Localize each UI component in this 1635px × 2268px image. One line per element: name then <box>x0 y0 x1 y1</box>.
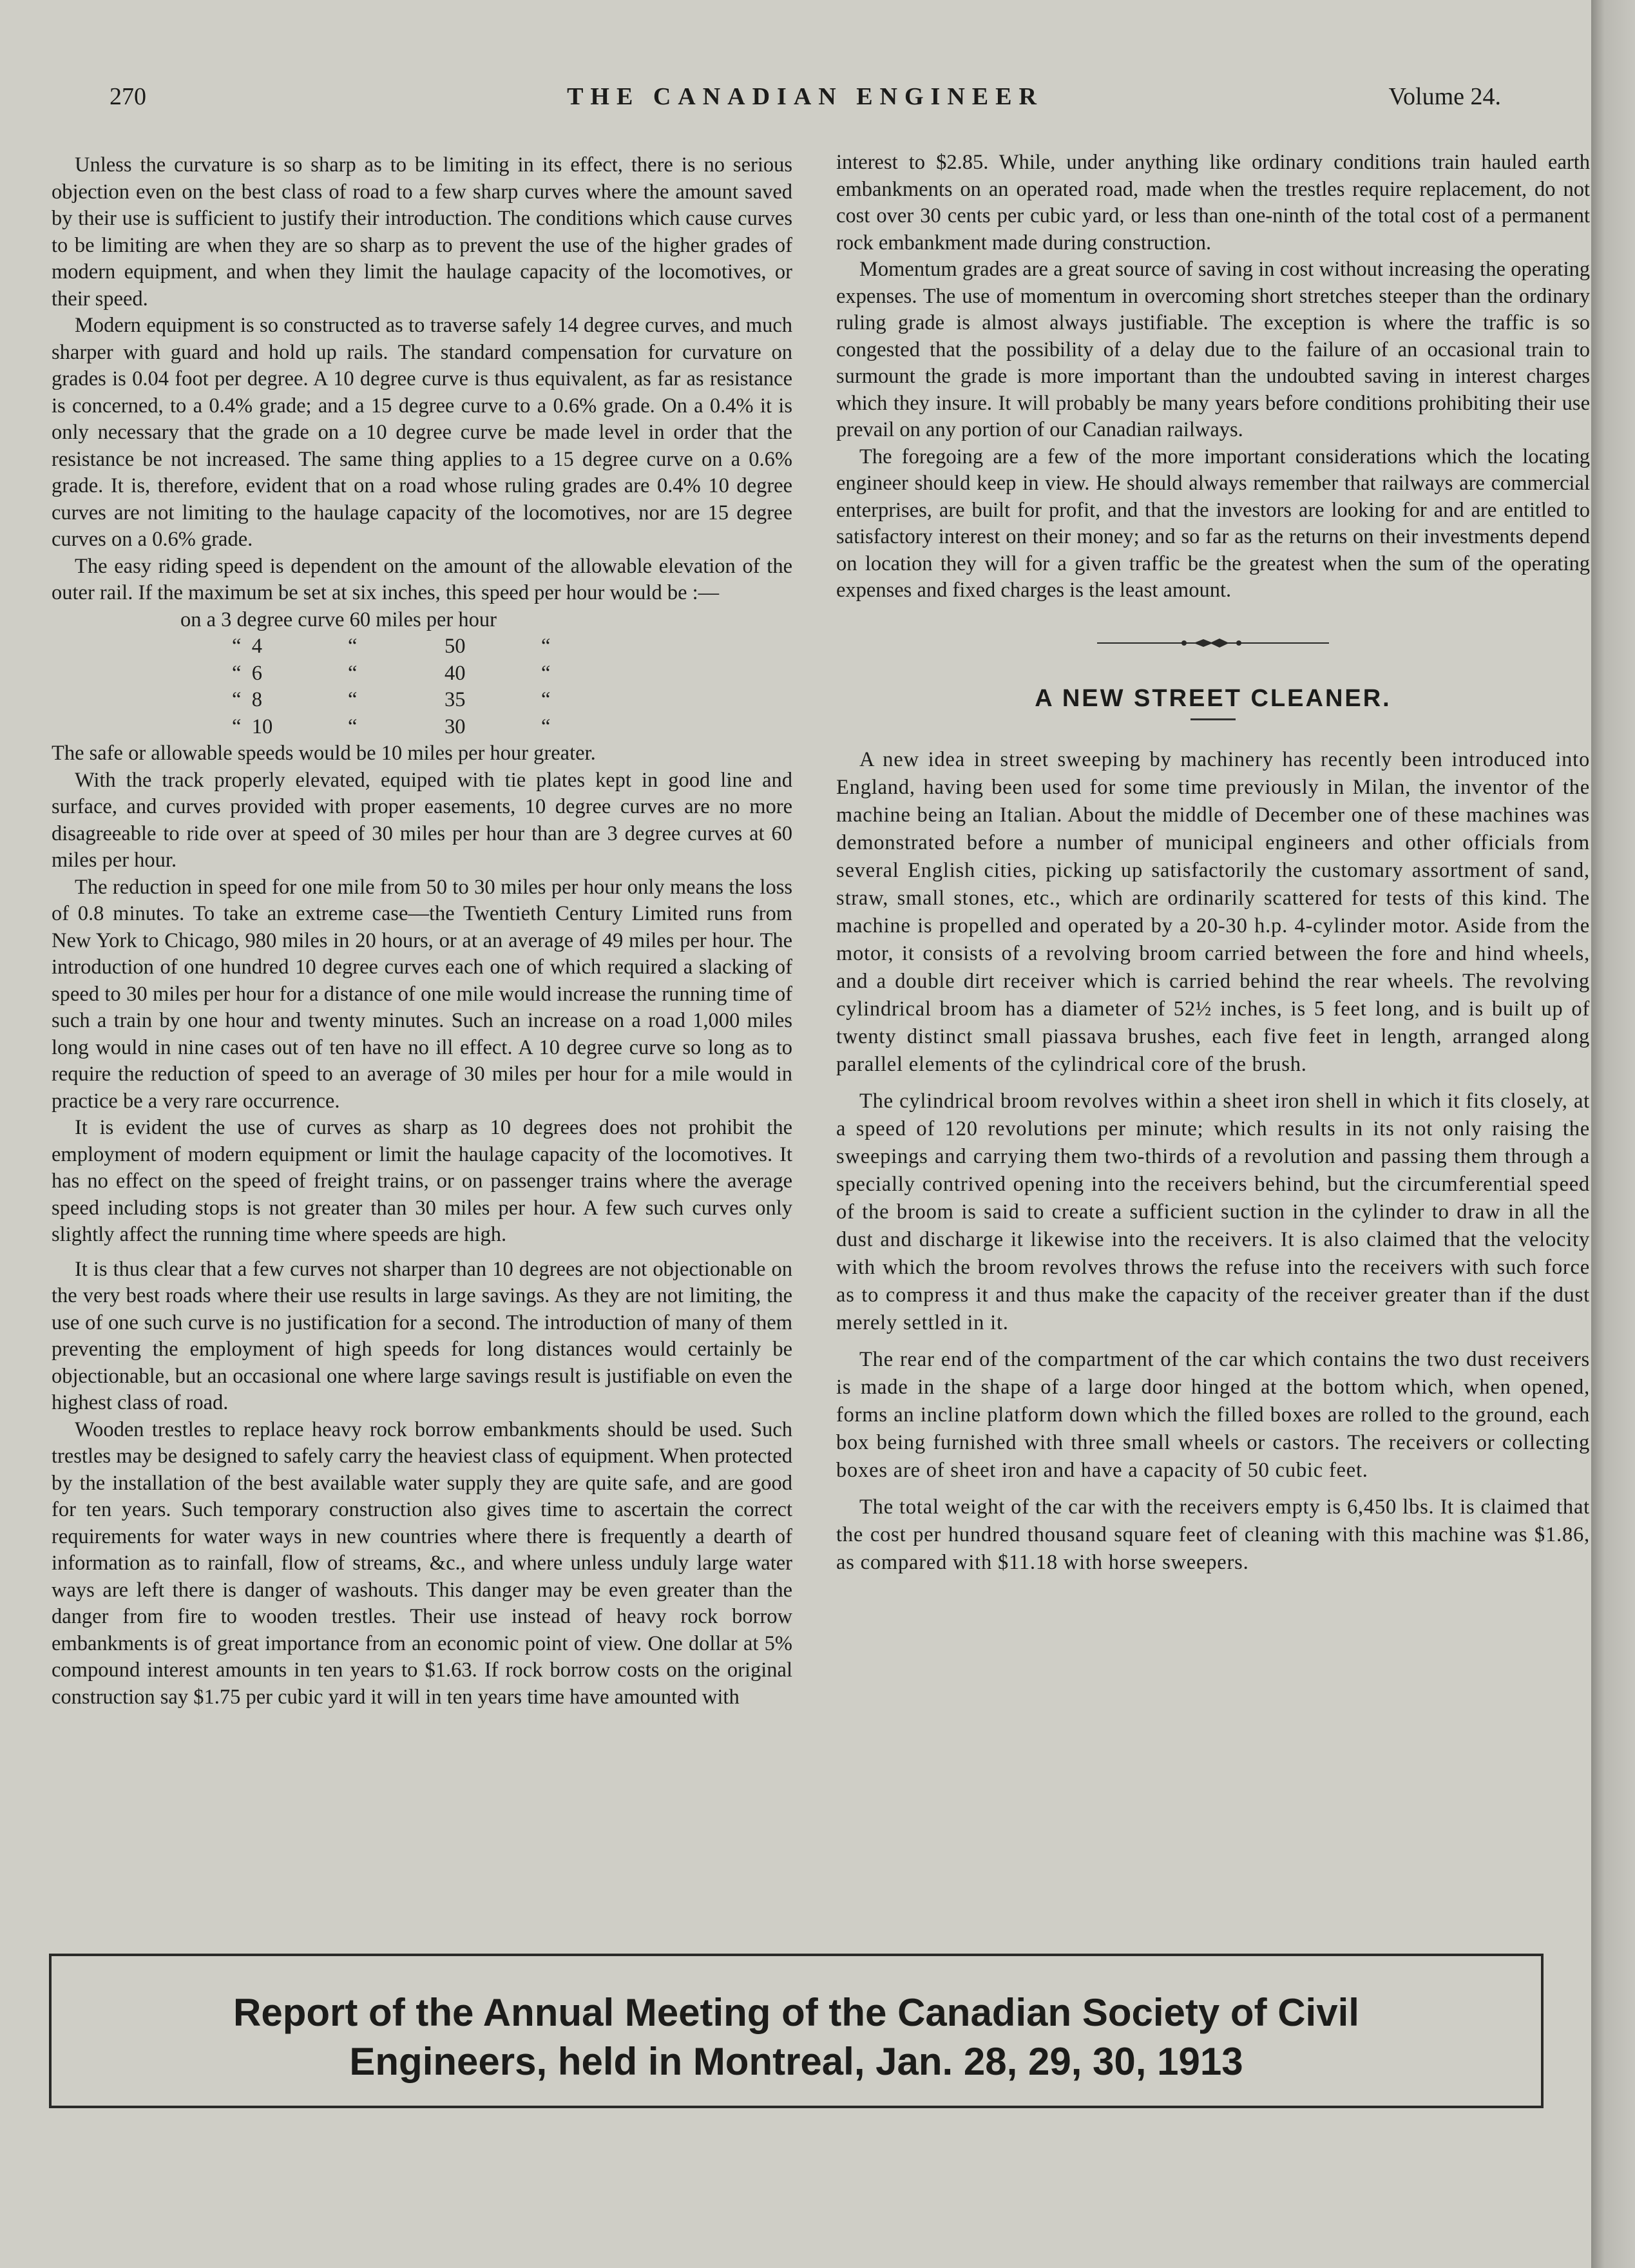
paragraph: The total weight of the car with the receivers empty is 6,450 lbs. It is claimed that the cost per hundred thousand square feet of cleaning with this machine was $1.86, as compared with $11.18 with horse sweepers. <box>836 1495 1590 1574</box>
right-column <box>836 149 1590 1586</box>
ditto-mark: “ 4 <box>232 635 262 658</box>
report-line-2: Engineers, held in Montreal, Jan. 28, 29, 30, 1913 <box>349 2040 1243 2083</box>
binding-gutter <box>1591 0 1635 2268</box>
ditto-mark: “ <box>541 635 551 658</box>
speed-value: 30 <box>445 715 466 738</box>
ditto-mark: “ <box>541 715 551 738</box>
ornament-rule-icon <box>1097 635 1329 651</box>
paragraph: The reduction in speed for one mile from 50 to 30 miles per hour only means the loss of 0.8 minutes. To take an extreme case—the Twentieth Century Limited runs from New York to Chicago, 980 miles in 20 hours, or at an average of 49 miles per hour. The introduction of one hundred 10 degree curves each one of which required a slacking of speed to 30 miles per hour for a distance of one mile would increase the running time of such a train by one hour and twenty minutes. Such an increase on a road 1,000 miles long would in nine cases out of ten have no ill effect. A 10 degree curve so long as to require the reduction of speed to an average of 30 miles per hour for a mile would in practice be a very rare occurrence. <box>52 875 792 1113</box>
ditto-mark: “ 10 <box>232 715 273 738</box>
paragraph: It is thus clear that a few curves not sharper than 10 degrees are not objectionable on the very best roads where their use results in large savings. As they are not limiting, the use of one such curve is no justification for a second. The introduction of many of them preventing the employment of high speeds for long distances would certainly be objectionable, but an occasional one where large savings result is justifiable on even the highest class of road. <box>52 1257 792 1414</box>
title-rule <box>1190 718 1236 720</box>
page-header <box>110 82 1501 121</box>
paragraph: A new idea in street sweeping by machinery has recently been introduced into England, having been used for some time previously in Milan, the inventor of the machine being an Italian. About the middle of December one of these machines was demonstrated before a number of municipal engineers and other officials from several English cities, picking up satisfactorily the customary assortment of sand, straw, small stones, etc., which are ordinarily scattered for tests of this kind. The machine is propelled and operated by a 20-30 h.p. 4-cylinder motor. Aside from the motor, it consists of a revolving broom carried between the fore and hind wheels, and a double dirt receiver which is carried behind the rear wheels. The revolving cylindrical broom has a diameter of 52½ inches, is 5 feet long, and is built up of twenty distinct small piassava brushes, each five feet in length, arranged along parallel elements of the cylindrical core of the brush. <box>836 748 1590 1076</box>
paragraph: The cylindrical broom revolves within a sheet iron shell in which it fits closely, at a speed of 120 revolutions per minute; which results in its not only raising the sweepings and carrying them two-thirds of a revolution and passing them through a specially contrived opening into the receivers behind, but the circumferential speed of the broom is said to create a sufficient suction in the cylinder to draw in all the dust and discharge it likewise into the receivers. It is also claimed that the velocity with which the broom revolves throws the refuse into the receivers with such force as to compress it and thus make the capacity of the receiver greater than if the dust merely settled in it. <box>836 1090 1590 1334</box>
paragraph: interest to $2.85. While, under anything like ordinary conditions train hauled earth embankments on an operated road, made when the trestles require replacement, do not cost over 30 cents per cubic yard, or less than one-ninth of the total cost of a permanent rock embankment made during construction. <box>836 151 1590 255</box>
article-body <box>836 746 1590 1577</box>
article-title: A NEW STREET CLEANER. <box>1035 684 1391 712</box>
paragraph: With the track properly elevated, equiped with tie plates kept in good line and surface, and curves provided with proper easements, 10 degree curves are no more disagreeable to ride over at speed of 30 miles per hour than are 3 degree curves at 60 miles per hour. <box>52 768 792 872</box>
journal-title: THE CANADIAN ENGINEER <box>567 83 1044 110</box>
ditto-mark: “ <box>541 688 551 711</box>
ditto-mark: “ <box>348 715 358 738</box>
ditto-mark: “ 8 <box>232 688 262 711</box>
paragraph: Unless the curvature is so sharp as to be limiting in its effect, there is no serious objection even on the best class of road to a few sharp curves where the amount saved by their use is sufficient to justify their introduction. The conditions which cause curves to be limiting are when they are so sharp as to prevent the use of the higher grades of modern equipment, and when they limit the haulage capacity of the locomotives, or their speed. <box>52 153 792 311</box>
left-column <box>52 152 792 1711</box>
paragraph: The safe or allowable speeds would be 10 miles per hour greater. <box>52 742 596 765</box>
ditto-mark: “ <box>348 635 358 658</box>
paragraph: It is evident the use of curves as sharp as 10 degrees does not prohibit the employment of modern equipment or limit the haulage capacity of the locomotives. It has no effect on the speed of freight trains, or on passenger trains where the average speed including stops is not greater than 30 miles per hour. A few such curves only slightly affect the running time where speeds are high. <box>52 1116 792 1246</box>
report-announcement-box <box>49 1954 1544 2108</box>
page-number: 270 <box>110 83 146 110</box>
speed-table-row <box>232 633 792 660</box>
paragraph: The easy riding speed is dependent on the amount of the allowable elevation of the outer rail. If the maximum be set at six inches, this speed per hour would be :— <box>52 554 792 604</box>
ornament-divider <box>836 631 1590 657</box>
paragraph: Momentum grades are a great source of saving in cost without increasing the operating expenses. The use of momentum in overcoming short stretches steeper than the ordinary ruling grade is almost always justifiable. The exception is where the traffic is so congested that the possibility of a delay due to the failure of an occasional train to surmount the grade is more important than the undoubted saving in interest charges which they insure. It will probably be many years before conditions prohibiting their use prevail on any portion of our Canadian railways. <box>836 258 1590 441</box>
volume-label: Volume 24. <box>1388 83 1501 110</box>
speed-table-head <box>180 607 792 634</box>
report-line-1: Report of the Annual Meeting of the Canadian Society of Civil <box>233 1991 1359 2034</box>
paragraph: Wooden trestles to replace heavy rock borrow embankments should be used. Such trestles may be designed to safely carry the heaviest class of equipment. When protected by the installation of the best available water supply they are quite safe, and are good for ten years. Such temporary construction also gives time to ascertain the correct requirements for water ways in new countries where there is frequently a dearth of information as to rainfall, flow of streams, &c., and where unless unduly large water ways are left there is danger of washouts. This danger may be even greater than the danger from fire to wooden trestles. Their use instead of heavy rock borrow embankments is of great importance from an economic point of view. One dollar at 5% compound interest amounts in ten years to $1.63. If rock borrow costs on the original construction say $1.75 per cubic yard it will in ten years time have amounted with <box>52 1418 792 1709</box>
speed-table-row <box>232 660 792 687</box>
speed-table-row <box>232 687 792 714</box>
ditto-mark: “ <box>348 688 358 711</box>
report-announcement-text <box>52 1988 1541 2086</box>
speed-value: 50 <box>445 635 466 658</box>
speed-value: 35 <box>445 688 466 711</box>
speed-value: 40 <box>445 661 466 685</box>
paragraph: The rear end of the compartment of the car which contains the two dust receivers is made in the shape of a large door hinged at the bottom which, when opened, forms an incline platform down which the filled boxes are rolled to the ground, each box being furnished with three small wheels or castors. The receivers or collecting boxes are of sheet iron and have a capacity of 50 cubic feet. <box>836 1348 1590 1482</box>
ditto-mark: “ 6 <box>232 661 262 685</box>
speed-table-head-text: on a 3 degree curve 60 miles per hour <box>180 608 497 631</box>
paragraph: Modern equipment is so constructed as to traverse safely 14 degree curves, and much sharper with guard and hold up rails. The standard compensation for curvature on grades is 0.04 foot per degree. A 10 degree curve is thus equivalent, as far as resistance is concerned, to a 0.4% grade; and a 15 degree curve to a 0.6% grade. On a 0.4% it is only necessary that the grade on a 10 degree curve be made level in order that the resistance be not increased. The same thing applies to a 15 degree curve on a 0.6% grade. It is, therefore, evident that on a road whose ruling grades are 0.4% 10 degree curves are not limiting to the haulage capacity of the locomotives, nor are 15 degree curves on a 0.6% grade. <box>52 314 792 551</box>
speed-table-row <box>232 714 792 741</box>
speed-table <box>52 607 792 741</box>
ditto-mark: “ <box>348 661 358 685</box>
paragraph: The foregoing are a few of the more important considerations which the locating engineer should keep in view. He should always remember that railways are commercial enterprises, are built for profit, and that the investors are looking for and are entitled to satisfactory interest on their money; and so far as the returns on their investments depend on location they will for a given traffic be the greatest when the sum of the operating expenses and fixed charges is the least amount. <box>836 445 1590 602</box>
ditto-mark: “ <box>541 661 551 685</box>
